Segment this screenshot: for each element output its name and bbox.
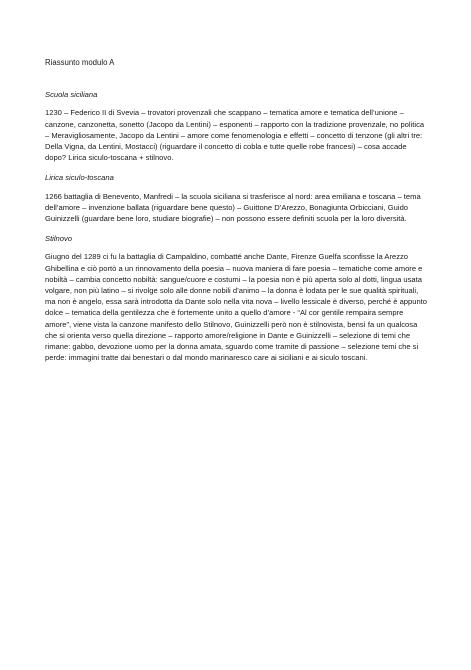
document-title: Riassunto modulo A	[45, 58, 115, 67]
section-body-scuola-siciliana: 1230 – Federico II di Svevia – trovatori provenzali che scappano – tematica amore e tematica dell’unione – canzone, canzonetta, sonetto (Jacopo da Lentini) – esponenti – rapporto con la tradizione provenzale, no politica – Meravigliosamente, Jacopo da Lentini – amore come fenomenologia e effetti – concetto di tenzone (gli altri tre: Della Vigna, da Lentini, Mostacci) (riguardare il concetto di cobla e tutte quelle robe francesi) – cosa accade dopo? Lirica siculo-toscana + stilnovo.	[45, 108, 425, 163]
document-content	[45, 57, 429, 363]
section-body-lirica-siculo-toscana: 1266 battaglia di Benevento, Manfredi – la scuola siciliana si trasferisce al nord: area emiliana e toscana – tema dell’amore – invenzione ballata (riguardare bene questo) – Guittone D’Arezzo, Bonagiunta Orbicciani, Guido Guinizzelli (guardare bene loro, studiare biografie) – non possono essere definiti scuola per la loro diversità.	[45, 191, 421, 224]
section-heading-stilnovo: Stilnovo	[45, 234, 73, 244]
section-heading-lirica-siculo-toscana: Lirica siculo-toscana	[45, 173, 114, 183]
section-body-stilnovo: Giugno del 1289 ci fu la battaglia di Campaldino, combatté anche Dante, Firenze Guelfa sconfisse la Arezzo Ghibellina e ciò portò a un rinnovamento della poesia – nuova maniera di fare poesia – tematiche come amore e nobiltà – cambia concetto nobiltà: sangue/cuore e costumi – la poesia non è più aperta solo al dotti, lingua usata volgare, non più latino – si rivolge solo alle donne nobili d’animo – la donna è lodata per le sue qualità spirituali, ma non è angelo, essa sarà introdotta da Dante solo nella vita nova – livello lessicale è diverso, perché è appunto dolce – tematica della gentilezza che è fortemente unito a quello d’amore - “Al cor gentile rempaira sempre amore”, viene vista la canzone manifesto dello Stilnovo, Guinizzelli però non è stilnovista, bensì fa un qualcosa che si orienta verso quella direzione – rapporto amore/religione in Dante e Guinizzelli – selezione di temi che rimane: gabbo, devozione uomo per la donna amata, sguardo come tramite di passione – selezione temi che si perde: immagini tratte dai benestari o dal mondo marinaresco care ai siciliani e ai siculo toscani.	[45, 252, 428, 363]
section-heading-scuola-siciliana: Scuola siciliana	[45, 90, 98, 100]
